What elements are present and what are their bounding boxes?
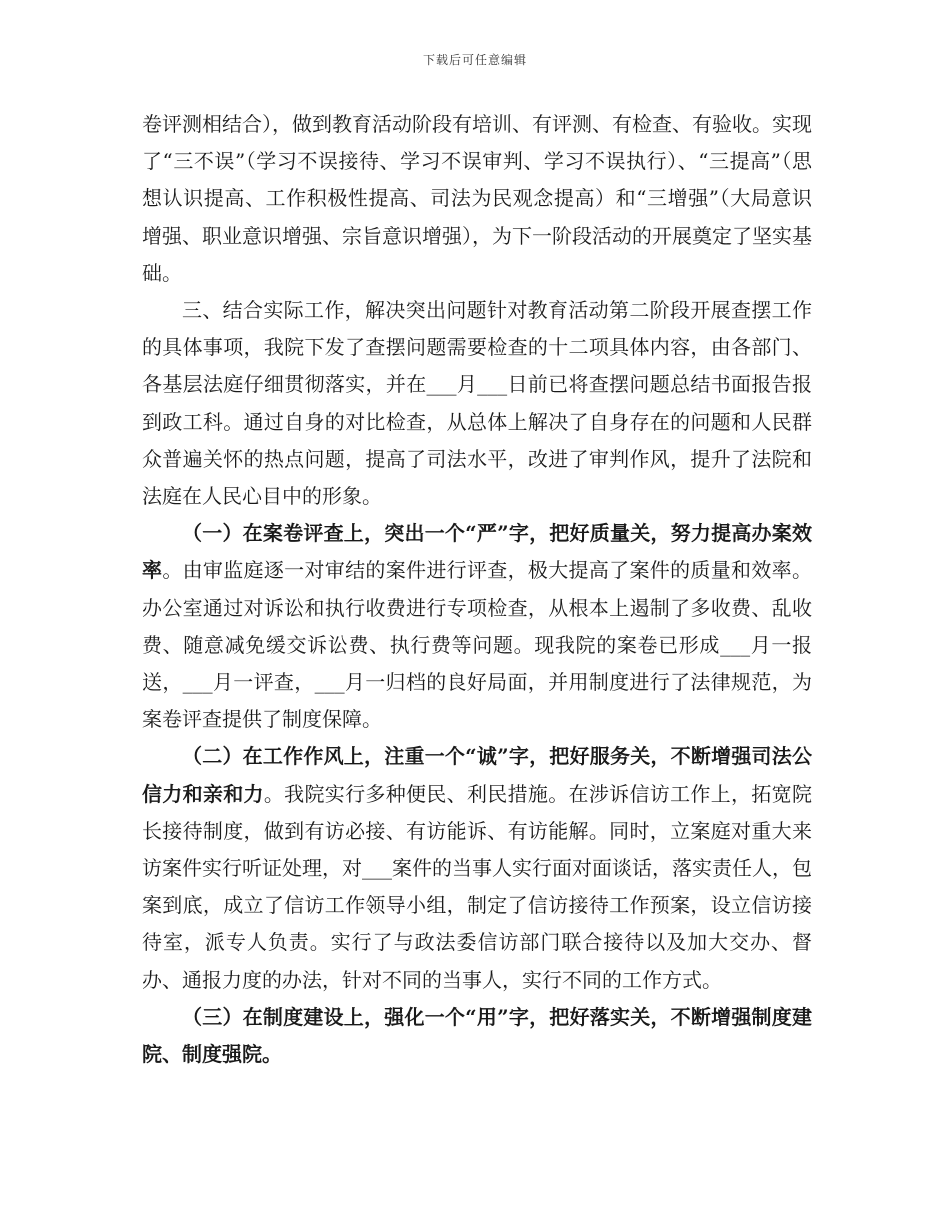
paragraph-continuation <box>142 106 812 292</box>
paragraph-item-one <box>142 515 812 738</box>
paragraph-text: 三、结合实际工作，解决突出问题针对教育活动第二阶段开展查摆工作的具体事项，我院下发了查摆问题需要检查的十二项具体内容，由各部门、各基层法庭仔细贯彻落实，并在___月___日前已将查摆问题总结书面报告报到政工科。通过自身的对比检查，从总体上解决了自身存在的问题和人民群众普遍关怀的热点问题，提高了司法水平，改进了审判作风，提升了法院和法庭在人民心目中的形象。 <box>142 298 812 509</box>
paragraph-text: 。由审监庭逐一对审结的案件进行评查，极大提高了案件的质量和效率。办公室通过对诉讼和执行收费进行专项检查，从根本上遏制了多收费、乱收费、随意减免缓交诉讼费、执行费等问题。现我院的案卷已形成___月一报送，___月一评查，___月一归档的良好局面，并用制度进行了法律规范，为案卷评查提供了制度保障。 <box>142 558 812 732</box>
paragraph-heading: （三）在制度建设上，强化一个“用”字，把好落实关，不断增强制度建院、制度强院。 <box>142 1004 812 1067</box>
paragraph-heading: （二）在工作作风上，注重一个“诚”字，把好服务关，不断增强司法公信力和亲和力 <box>142 744 812 806</box>
document-body <box>142 106 812 1073</box>
paragraph-item-three <box>142 999 812 1073</box>
page-header-note: 下载后可任意编辑 <box>422 53 527 67</box>
paragraph-section-three <box>142 292 812 515</box>
paragraph-heading: （一）在案卷评查上，突出一个“严”字，把好质量关，努力提高办案效率 <box>142 521 812 583</box>
paragraph-text: 。我院实行多种便民、利民措施。在涉诉信访工作上，拓宽院长接待制度，做到有访必接、有访能诉、有访能解。同时，立案庭对重大来访案件实行听证处理，对___案件的当事人实行面对面谈话，落实责任人，包案到底，成立了信访工作领导小组，制定了信访接待工作预案，设立信访接待室，派专人负责。实行了与政法委信访部门联合接待以及加大交办、督办、通报力度的办法，针对不同的当事人，实行不同的工作方式。 <box>142 781 812 992</box>
paragraph-item-two <box>142 738 812 998</box>
paragraph-text: 卷评测相结合），做到教育活动阶段有培训、有评测、有检查、有验收。实现了“三不误”（学习不误接待、学习不误审判、学习不误执行）、“三提高”（思想认识提高、工作积极性提高、司法为民观念提高）和“三增强”（大局意识增强、职业意识增强、宗旨意识增强），为下一阶段活动的开展奠定了坚实基础。 <box>142 112 812 285</box>
